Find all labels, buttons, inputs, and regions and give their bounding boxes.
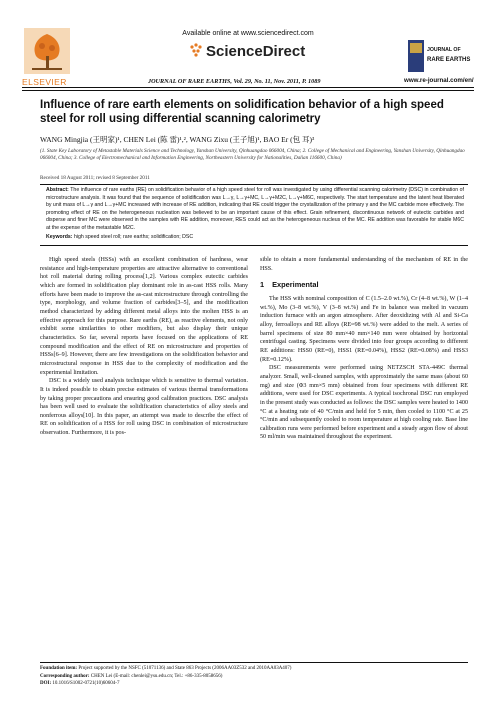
section-heading: [260, 281, 468, 290]
publisher-name: ELSEVIER: [22, 77, 67, 87]
foundation-note: [40, 665, 468, 673]
intro-continuation: sible to obtain a more fundamental understanding of the mechanism of RE in the HSS.: [260, 257, 468, 272]
abstract-text: The influence of rare earths (RE) on solidification behavior of a high speed steel for roll was investigated by using differential scanning calorimetry (DSC) in combination of microstructure analysis. It was found that the sequence of solidification was L→γ, L→γ+MC, L→γ+M2C, L→γ+M6C, respectively. The start temperature and the latent heat liberated by unit mass of L→γ and L→γ+MC increased with increase of RE addition, indicating that RE could trigger the crystallization of the primary γ and the MC carbide more effectively. The promoting effect of RE on the heterogeneous nucleation was believed to be an important cause of this effect. Grain refinement, discontinuous network of eutectic carbides and disperse and finer MC were observed in the samples with RE addition, moreover, RES could act as the heterogeneous nucleus of the MC. RE addition was favorable for stable M6C at the expense of the metastable M2C.: [46, 187, 464, 231]
foundation-label: Foundation item:: [40, 666, 78, 671]
doi-link[interactable]: 10.1016/S1002-0721(10)60604-7: [52, 681, 120, 687]
foundation-text: Project supported by the NSFC (51071136) and State 863 Projects (2006AA03Z532 and 2010AA03A407): [78, 666, 292, 671]
footnotes: [40, 665, 468, 688]
experimental-paragraph-2: DSC measurements were performed using NETZSCH STA-449C thermal analyzer. Small, well-cleaned samples, with approximately the same mass (about 60 mg) and size (Φ3 mm×5 mm) obtained from four specimens with different RE additions, were used for DSC experiments. A typical isochronal DSC run employed in the present study was conducted as follows: the DSC samples were heated to 1400 °C at a heating rate of 40 °C/min and held for 5 min, then cooled to 1100 °C at 25 °C/min and subsequently cooled to room temperature at high cooling rate. Base line calibration runs were performed before experiment and a steady argon flow of about 50 ml/min was maintained throughout the experiment.: [260, 365, 468, 441]
sciencedirect-wordmark: ScienceDirect: [206, 43, 306, 60]
badge-line-1: JOURNAL OF: [427, 47, 461, 53]
corresponding-author-text: CHEN Lei (E-mail: chenlei@ysu.edu.cn; Tel.: +86-335-8058656): [90, 673, 223, 679]
abstract-label: Abstract:: [46, 187, 69, 193]
header-rule: [22, 87, 474, 88]
affiliations: (1. State Key Laboratory of Metastable Materials Science and Technology, Yanshan University, Qinhuangdao 066004, China; 2. College of Mechanical and Engineering, Yanshan University, Qinhuangdao 066004, China; 3. College of Electromechanical and Information Engineering, Northeastern University for Nationalities, Dalian 116600, China): [40, 148, 465, 161]
badge-line-2: RARE EARTHS: [427, 57, 471, 63]
article-title: Influence of rare earth elements on solidification behavior of a high speed steel for roll using differential scanning calorimetry: [40, 99, 444, 125]
intro-paragraph-1: High speed steels (HSSs) with an excellent combination of hardness, wear resistance and high-temperature properties are attractive alternative to conventional hot roll material during rolling process[1,2]. Various complex eutectic carbides which are formed in solidification play dominant role in as-cast HSS rolls. Many efforts have been made to improve the as-cast microstructure through controlling the type, morphology, and volume fraction of carbides[3–5], and the modification method characterized by adding different metal alloys into the molten HSS is an effective approach for this purpose. Rare earths (RE), as reactive elements, not only exhibit some similarities to other modifiers, but also display their unique characteristics. So far, several reports have focused on the applications of RE compound modification and the effect of RE on microstructure and properties of HSSs[6–9]. However, there are few investigations on the solidification behavior and microstructural response in HSS due to the complexity of modification and the experimental limitation.: [40, 257, 248, 376]
doi-note: [40, 680, 468, 688]
journal-url-link[interactable]: www.re-journal.com/en/: [404, 77, 474, 84]
intro-paragraph-2: DSC is a widely used analysis technique which is sensitive to thermal variation. It is indeed possible to obtain precise estimates of various thermal transformations by taking proper precautions and ensuring good calibration practices. DSC analysis has been well used to evaluate the solidification characteristics of alloy steels and nonferrous alloys[10]. In this paper, an attempt was made to describe the effect of RE on solidification of a HSS for roll using DSC in combination of microstructure observation. Furthermore, it is pos-: [40, 378, 248, 437]
section-number: 1: [260, 280, 265, 290]
journal-citation: JOURNAL OF RARE EARTHS, Vol. 29, No. 11, Nov. 2011, P. 1089: [148, 78, 321, 85]
corresponding-author-note: [40, 673, 468, 681]
experimental-paragraph-1: The HSS with nominal composition of C (1.5–2.0 wt.%), Cr (4–8 wt.%), W (1–4 wt.%), Mo (3–8 wt.%), V (3–8 wt.%) and Fe in balance was melted in vacuum induction furnace with an argon atmosphere. After deoxidizing with Al and Si-Ca alloy, ferroalloys and RE alloys (RE≈98 wt.%) were added to the melt. A series of barrel specimens of size 80 mm×40 mm×140 mm were obtained by horizontal centrifugal casting. Specimens were divided into four groups according to different RE additions: HSS0 (RE=0), HSS1 (RE=0.04%), HSS2 (RE=0.08%) and HSS3 (RE=0.12%).: [260, 295, 468, 363]
left-column: [40, 256, 248, 438]
journal-cover-icon: [408, 40, 471, 72]
doi-label: DOI:: [40, 681, 52, 687]
received-dates: Received 18 August 2011; revised 8 September 2011: [40, 175, 150, 181]
author-list: WANG Mingjia (王明家)¹, CHEN Lei (陈 雷)¹,², WANG Zixu (王子旭)¹, BAO Er (包 耳)³: [40, 135, 315, 144]
corresponding-author-label: Corresponding author:: [40, 673, 90, 679]
header-rule-thin: [22, 90, 474, 91]
available-online-text: Available online at www.sciencedirect.com: [182, 30, 314, 37]
right-column: [260, 256, 468, 442]
keywords-label: Keywords:: [46, 234, 73, 240]
footnote-rule: [40, 662, 468, 663]
journal-badge: [408, 40, 471, 72]
section-title: Experimental: [272, 280, 319, 290]
abstract-paragraph: [46, 187, 464, 233]
keywords-line: [46, 234, 464, 240]
sciencedirect-icon: [186, 40, 314, 62]
sciencedirect-logo: [186, 40, 314, 62]
keywords-text: high speed steel roll; rare earths; solidification; DSC: [73, 234, 194, 240]
